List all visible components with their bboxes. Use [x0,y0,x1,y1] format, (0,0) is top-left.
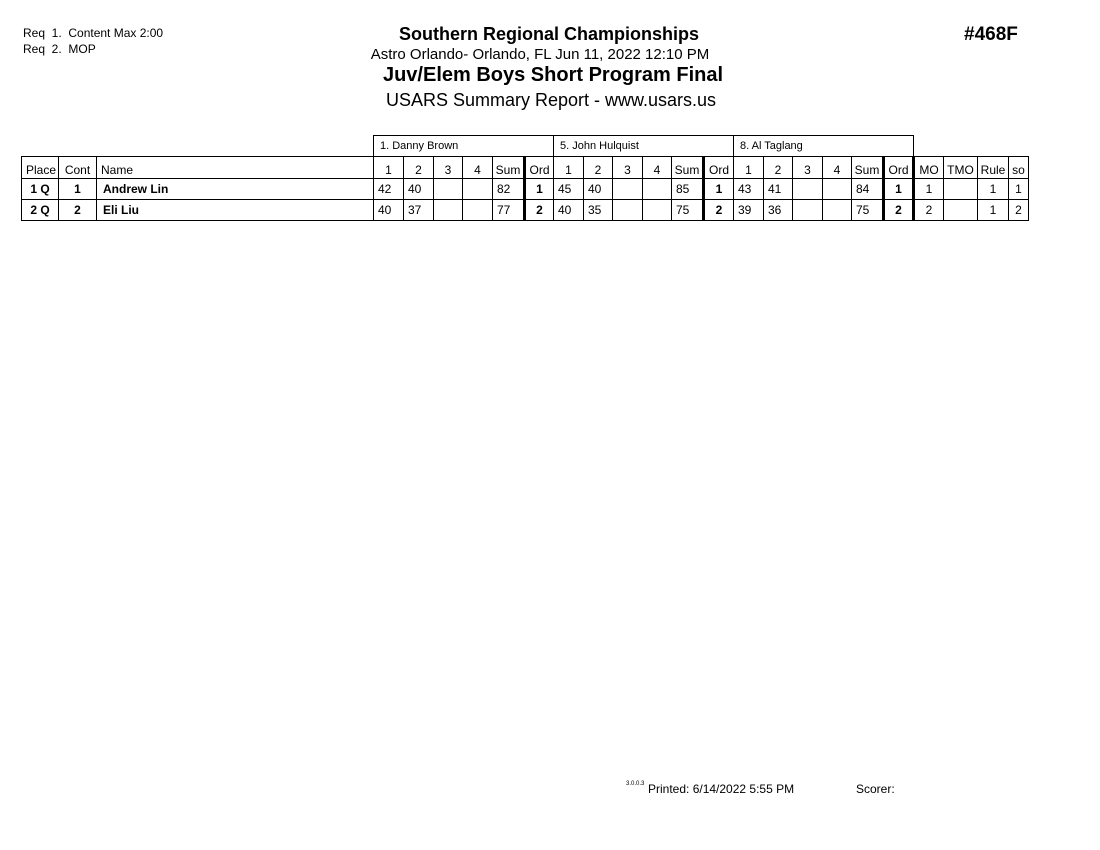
score-cell: 40 [554,200,584,221]
row-cont: 2 [59,200,97,221]
col-j3-score4: 4 [823,157,852,179]
col-so: so [1009,157,1029,179]
score-cell: 35 [584,200,613,221]
column-header-row [22,157,1029,179]
col-j2-sum: Sum [672,157,704,179]
score-cell: 41 [764,179,793,200]
score-cell: 36 [764,200,793,221]
score-cell [613,200,643,221]
results-table [21,135,1029,221]
score-cell [793,200,823,221]
score-cell [463,200,493,221]
col-place: Place [22,157,59,179]
score-cell: 39 [734,200,764,221]
sum-cell: 85 [672,179,704,200]
col-j2-ord: Ord [704,157,734,179]
col-j3-score1: 1 [734,157,764,179]
col-j2-score3: 3 [613,157,643,179]
table-row [22,200,1029,221]
col-j2-score2: 2 [584,157,613,179]
score-cell [434,200,463,221]
ord-cell: 2 [884,200,914,221]
rule-cell: 1 [978,179,1009,200]
row-place: 1 Q [22,179,59,200]
sum-cell: 82 [493,179,525,200]
col-name: Name [97,157,374,179]
requirement-2: Req 2. MOP [23,42,96,56]
score-cell [613,179,643,200]
row-cont: 1 [59,179,97,200]
col-rule: Rule [978,157,1009,179]
version-code: 3.0.0.3 [626,781,645,787]
score-cell [643,179,672,200]
event-title: Juv/Elem Boys Short Program Final [382,64,724,86]
col-j3-score3: 3 [793,157,823,179]
tmo-cell [944,179,978,200]
col-j3-ord: Ord [884,157,914,179]
event-number: #468F [964,24,1018,45]
col-j1-ord: Ord [525,157,554,179]
sum-cell: 84 [852,179,884,200]
judges-header-row [22,136,1029,157]
sum-cell: 75 [852,200,884,221]
score-cell: 37 [404,200,434,221]
col-j2-score4: 4 [643,157,672,179]
ord-cell: 2 [525,200,554,221]
score-cell: 42 [374,179,404,200]
col-j1-score3: 3 [434,157,463,179]
tmo-cell [944,200,978,221]
judge-3-name: 8. Al Taglang [734,136,914,157]
col-tmo: TMO [944,157,978,179]
score-cell [434,179,463,200]
col-j3-score2: 2 [764,157,793,179]
report-title: USARS Summary Report - www.usars.us [385,90,717,110]
scorer-label: Scorer: [856,782,895,796]
skater-name: Eli Liu [97,200,374,221]
score-cell [793,179,823,200]
sum-cell: 77 [493,200,525,221]
score-cell: 40 [584,179,613,200]
col-j1-score1: 1 [374,157,404,179]
competition-title: Southern Regional Championships [398,24,699,44]
so-cell: 1 [1009,179,1029,200]
skater-name: Andrew Lin [97,179,374,200]
ord-cell: 1 [884,179,914,200]
col-j3-sum: Sum [852,157,884,179]
col-cont: Cont [59,157,97,179]
score-cell [463,179,493,200]
mo-cell: 1 [914,179,944,200]
col-mo: MO [914,157,944,179]
score-cell: 40 [404,179,434,200]
col-j1-score2: 2 [404,157,434,179]
score-cell [643,200,672,221]
rule-cell: 1 [978,200,1009,221]
so-cell: 2 [1009,200,1029,221]
ord-cell: 2 [704,200,734,221]
mo-cell: 2 [914,200,944,221]
printed-timestamp: Printed: 6/14/2022 5:55 PM [648,782,795,796]
score-cell [823,200,852,221]
ord-cell: 1 [704,179,734,200]
score-cell: 40 [374,200,404,221]
score-cell: 43 [734,179,764,200]
judge-1-name: 1. Danny Brown [374,136,554,157]
ord-cell: 1 [525,179,554,200]
score-cell: 45 [554,179,584,200]
col-j1-sum: Sum [493,157,525,179]
col-j1-score4: 4 [463,157,493,179]
col-j2-score1: 1 [554,157,584,179]
location-date: Astro Orlando- Orlando, FL Jun 11, 2022 12:10 PM [370,46,710,63]
score-cell [823,179,852,200]
judge-2-name: 5. John Hulquist [554,136,734,157]
requirement-1: Req 1. Content Max 2:00 [23,26,164,40]
row-place: 2 Q [22,200,59,221]
table-row [22,179,1029,200]
sum-cell: 75 [672,200,704,221]
